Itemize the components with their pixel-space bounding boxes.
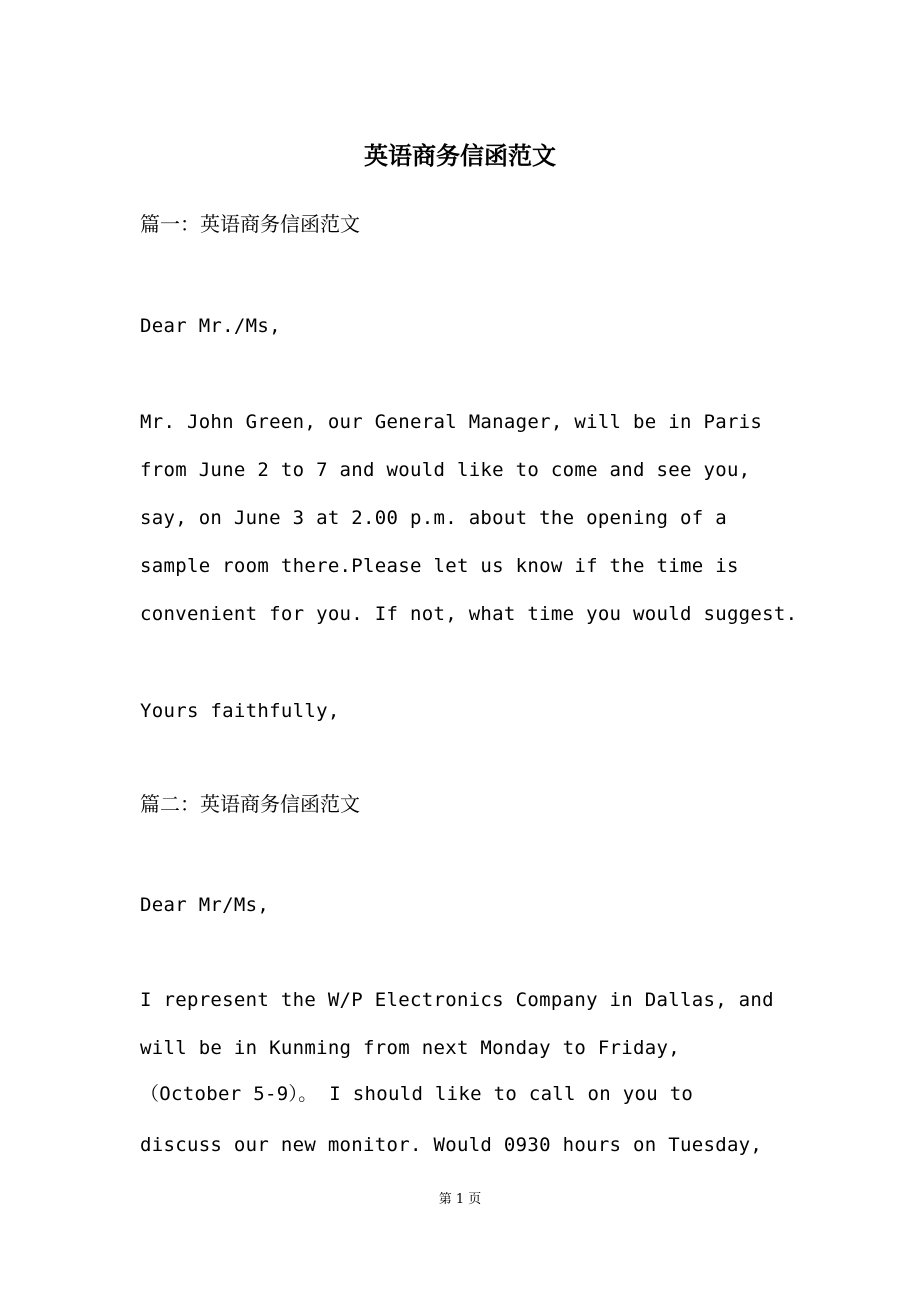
section2-body-line: （October 5-9）。 I should like to call on you to bbox=[140, 1083, 694, 1105]
section1-closing: Yours faithfully, bbox=[140, 700, 340, 722]
page-number-footer: 第 1 页 bbox=[438, 1192, 482, 1207]
section2-body-line: discuss our new monitor. Would 0930 hours on Tuesday, bbox=[140, 1134, 763, 1156]
section1-body-line: from June 2 to 7 and would like to come and see you, bbox=[140, 459, 751, 481]
section2-body-line: I represent the W/P Electronics Company in Dallas, and bbox=[140, 989, 774, 1011]
section2-heading: 篇二：英语商务信函范文 bbox=[140, 792, 360, 816]
section1-body-line: convenient for you. If not, what time you would suggest. bbox=[140, 603, 798, 625]
section2-salutation: Dear Mr/Ms, bbox=[140, 894, 270, 916]
section1-body-line: Mr. John Green, our General Manager, will be in Paris bbox=[140, 411, 763, 433]
document-title: 英语商务信函范文 bbox=[364, 142, 556, 170]
section1-salutation: Dear Mr./Ms, bbox=[140, 315, 281, 337]
section1-body-line: sample room there.Please let us know if the time is bbox=[140, 555, 739, 577]
section1-body-line: say, on June 3 at 2.00 p.m. about the opening of a bbox=[140, 507, 727, 529]
section2-body-line: will be in Kunming from next Monday to Friday, bbox=[140, 1037, 680, 1059]
section1-heading: 篇一：英语商务信函范文 bbox=[140, 212, 360, 236]
